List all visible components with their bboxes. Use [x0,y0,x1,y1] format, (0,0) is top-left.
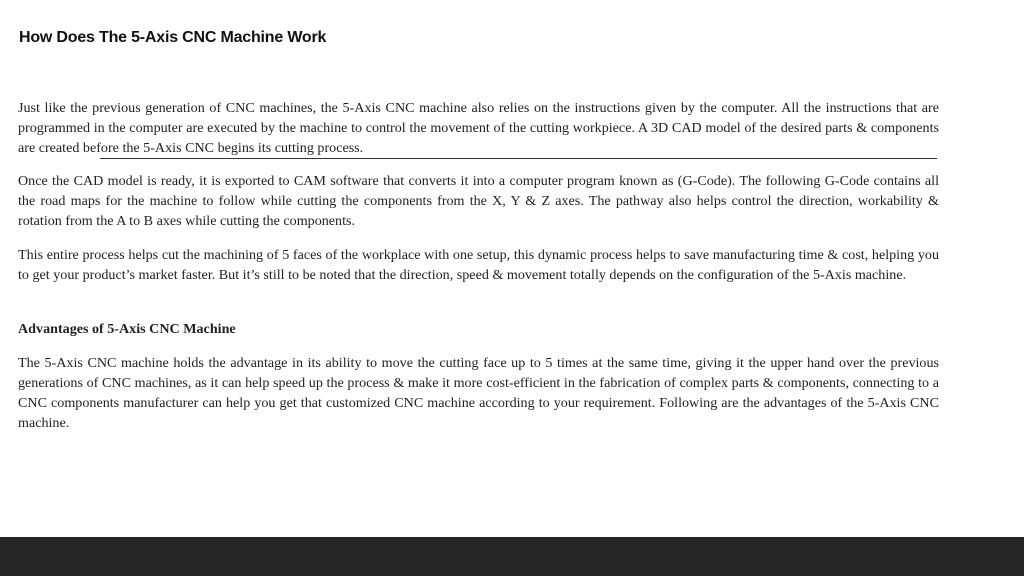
advantages-heading: Advantages of 5-Axis CNC Machine [18,321,236,337]
paragraph-cad-to-cam: Once the CAD model is ready, it is exported to CAM software that converts it into a computer program known as (G-Code). The following G-Code contains all the road maps for the machine to follow while cutting the components from the X, Y & Z axes. The pathway also helps control the direction, workability & rotation from the A to B axes while cutting the components. [18,173,939,229]
page-title: How Does The 5-Axis CNC Machine Work [19,29,327,46]
document-body [18,98,939,433]
paragraph-intro: Just like the previous generation of CNC machines, the 5-Axis CNC machine also relies on the instructions given by the computer. All the instructions that are programmed in the computer are executed by the machine to control the movement of the cutting workpiece. A 3D CAD model of the desired parts & components are created before the 5-Axis CNC begins its cutting process. [18,100,939,156]
footer-bar [0,537,1024,576]
paragraph-advantages: The 5-Axis CNC machine holds the advantage in its ability to move the cutting face up to 5 times at the same time, giving it the upper hand over the previous generations of CNC machines, as it can help speed up the process & make it more cost-efficient in the fabrication of complex parts & components, connecting to a CNC components manufacturer can help you get that customized CNC machine according to your requirement. Following are the advantages of the 5-Axis CNC machine. [18,355,939,431]
paragraph-process: This entire process helps cut the machining of 5 faces of the workplace with one setup, this dynamic process helps to save manufacturing time & cost, helping you to get your product’s market faster. But it’s still to be noted that the direction, speed & movement totally depends on the configuration of the 5-Axis machine. [18,247,939,283]
horizontal-divider [100,158,937,159]
